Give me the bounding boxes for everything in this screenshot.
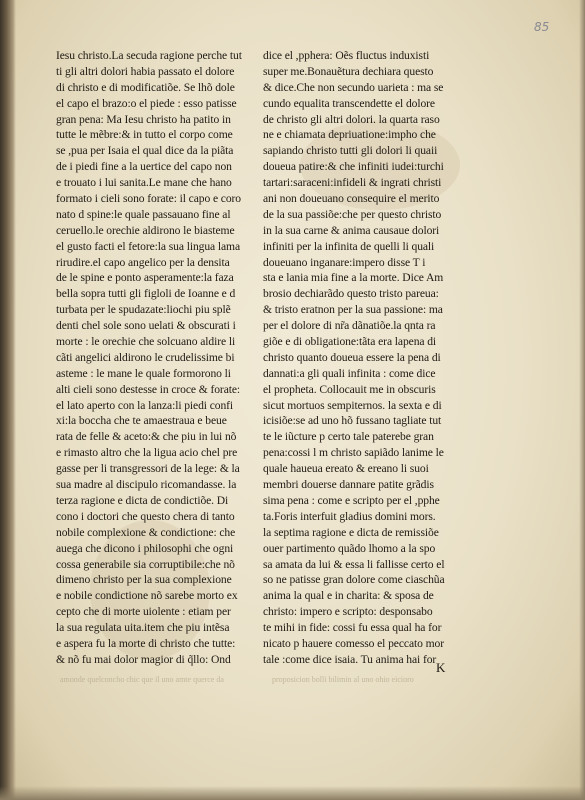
text-line: morte : le orechie che solcuano aldire li — [56, 335, 236, 349]
text-line: cepto che di morte uiolente : etiam per — [56, 605, 231, 619]
text-line: rirudire.el capo angelico per la densita — [56, 255, 230, 269]
text-line: te le iũcture p certo tale paterebe gran — [263, 430, 434, 444]
text-line: el gusto facti el fetore:la sua lingua lama — [56, 239, 241, 253]
text-line: la sua regulata uita.item che piu intẽsa — [56, 621, 230, 635]
text-line: sa amata da lui & essa li fallisse certo el — [263, 557, 445, 571]
text-line: membri douerse dannare patite grãdis — [263, 478, 434, 492]
text-line: de christo gli altri dolori. la quarta raso — [263, 112, 440, 126]
page-edge-bottom — [0, 786, 585, 800]
text-line: & dice.Che non secundo uarieta : ma se — [263, 80, 444, 94]
text-line: e aspera fu la morte di christo che tutte: — [56, 636, 236, 650]
text-line: el lato aperto con la lanza:li piedi confi — [56, 398, 234, 412]
text-line: brosio dechiarãdo questo tristo pareua: — [263, 287, 439, 301]
text-line: giõe e di obligatione:tãta era lapena di — [263, 335, 437, 349]
text-line: formato i cieli sono forate: il capo e coro — [56, 192, 241, 206]
text-line: sta e lania mia fine a la morte. Dice Am — [263, 271, 444, 285]
text-line: super me.Bonauẽtura dechiara questo — [263, 64, 434, 78]
text-line: auega che dicono i philosophi che ogni — [56, 541, 234, 555]
text-line: sapiando christo tutti gli dolori li quaii — [263, 144, 438, 158]
text-line: se ,pua per Isaia el qual dice da la piãta — [56, 144, 234, 158]
text-line: de le spine e ponto asperamente:la faza — [56, 271, 234, 285]
text-line: ceruello.le orechie aldirono le biasteme — [56, 223, 235, 237]
text-line: ouer partimento quãdo lhomo a la spo — [263, 541, 436, 555]
text-line: sua madre al discipulo ricomandasse. la — [56, 478, 237, 492]
text-line: cãti angelici aldirono le crudelissime bi — [56, 350, 235, 364]
text-line: ani non doueuano consequire el merito — [263, 192, 440, 206]
text-line: di christo e di modificatiõe. Se lhõ dole — [56, 80, 235, 94]
text-line: & tristo eratnon per la sua passione: ma — [263, 303, 443, 317]
text-line: so ne patisse gran dolore come ciaschũa — [263, 573, 445, 587]
text-line: gasse per li transgressori de la lege: & la — [56, 462, 240, 476]
left-text-column — [56, 48, 254, 668]
text-line: doueua patire:& che infiniti iudei:turchi — [263, 160, 444, 174]
text-line: bella sopra tutti gli figloli de Ioanne e d — [56, 287, 236, 301]
text-line: denti chel sole sono uelati & obscurati i — [56, 319, 236, 333]
text-line: e rimasto altro che la ligua acio chel pre — [56, 446, 238, 460]
text-line: dimeno christo per la sua complexione — [56, 573, 232, 587]
text-line: nato d spine:le quale passauano fine al — [56, 207, 231, 221]
text-line: xi:la boccha che te amaestraua e beue — [56, 414, 227, 428]
text-line: tale :come dice isaia. Tu anima hai for — [263, 652, 437, 666]
text-line: & nõ fu mai dolor magior di q̃llo: Ond — [56, 652, 231, 666]
text-line: tutte le mẽbre:& in tutto el corpo come — [56, 128, 233, 142]
text-line: in la sua carne & anima causaue dolori — [263, 223, 440, 237]
right-text-column — [263, 48, 461, 668]
text-line: ne e chiamata depriuatione:impho che — [263, 128, 436, 142]
text-line: alti cieli sono destesse in croce & forate: — [56, 382, 241, 396]
text-line: asteme : le mane le quale formorono li — [56, 366, 231, 380]
text-line: de i piedi fine a la uertice del capo non — [56, 160, 232, 174]
offset-text-right: proposicion bolli bilimin al uno ohio eicioro — [272, 675, 414, 684]
text-line: el capo el brazo:o el piede : esso patisse — [56, 96, 237, 110]
text-line: quale haueua ereato & ereano li suoi — [263, 462, 429, 476]
folio-number: 85 — [534, 20, 550, 34]
text-line: pena:cossi l m christo sapiãdo lanime le — [263, 446, 444, 460]
text-line: icisiõe:se ad uno hõ fussano tagliate tut — [263, 414, 442, 428]
text-line: cono i doctori che questo chera di tanto — [56, 509, 235, 523]
text-line: sima pena : come e scripto per el ,pphe — [263, 493, 440, 507]
text-line: infiniti per la infinita de quelli li quali — [263, 239, 435, 253]
text-line: doueuano inganare:impero disse T i — [263, 255, 426, 269]
text-line: Iesu christo.La secuda ragione perche tut — [56, 49, 242, 62]
text-line: cundo equalita transcendette el dolore — [263, 96, 435, 110]
text-line: per el dolore di nr̃a dãnatiõe.la qnta ra — [263, 319, 436, 333]
binding-gutter — [0, 0, 16, 800]
text-line: anima la qual e in charita: & sposa de — [263, 589, 434, 603]
text-line: de la sua passiõe:che per questo christo — [263, 207, 442, 221]
text-line: e trouato i lui sanita.Le mane che hano — [56, 176, 232, 190]
text-line: dannati:a gli quali infinita : come dice — [263, 366, 436, 380]
text-line: nobile complexione & condictione: che — [56, 525, 236, 539]
text-line: terza ragione e dicta de condictiõe. Di — [56, 493, 229, 507]
page-edge-right — [579, 0, 585, 800]
text-line: nicato p hauere comesso el peccato mor — [263, 636, 444, 650]
offset-text-left: amonde quelconcho chic que il uno amte querce da — [60, 675, 224, 684]
text-line: dice el ,pphera: Oẽs fluctus induxisti — [263, 49, 430, 62]
text-line: sicut mortuos sempiternos. la sexta e di — [263, 398, 442, 412]
text-line: cossa generabile sia corruptibile:che nõ — [56, 557, 235, 571]
text-line: ta.Foris interfuit gladius domini mors. — [263, 509, 436, 523]
text-line: tartari:saraceni:infideli & ingrati christi — [263, 176, 442, 190]
text-line: te mihi in fide: cossi fu essa qual ha for — [263, 621, 442, 635]
signature-mark: K — [436, 660, 446, 675]
text-line: christo: impero e scripto: desponsabo — [263, 605, 433, 619]
text-line: turbata per le spudazate:liochi piu splẽ — [56, 303, 231, 317]
text-line: christo quanto doueua essere la pena di — [263, 350, 441, 364]
text-line: la septima ragione e dicta de remissiõe — [263, 525, 439, 539]
text-line: gran pena: Ma Iesu christo ha patito in — [56, 112, 231, 126]
text-line: el propheta. Collocauit me in obscuris — [263, 382, 436, 396]
text-line: e nobile condictione nõ sarebe morto ex — [56, 589, 238, 603]
text-line: rata de felle & aceto:& che piu in lui nõ — [56, 430, 237, 444]
text-line: ti gli altri dolori habia passato el dolore — [56, 64, 235, 78]
